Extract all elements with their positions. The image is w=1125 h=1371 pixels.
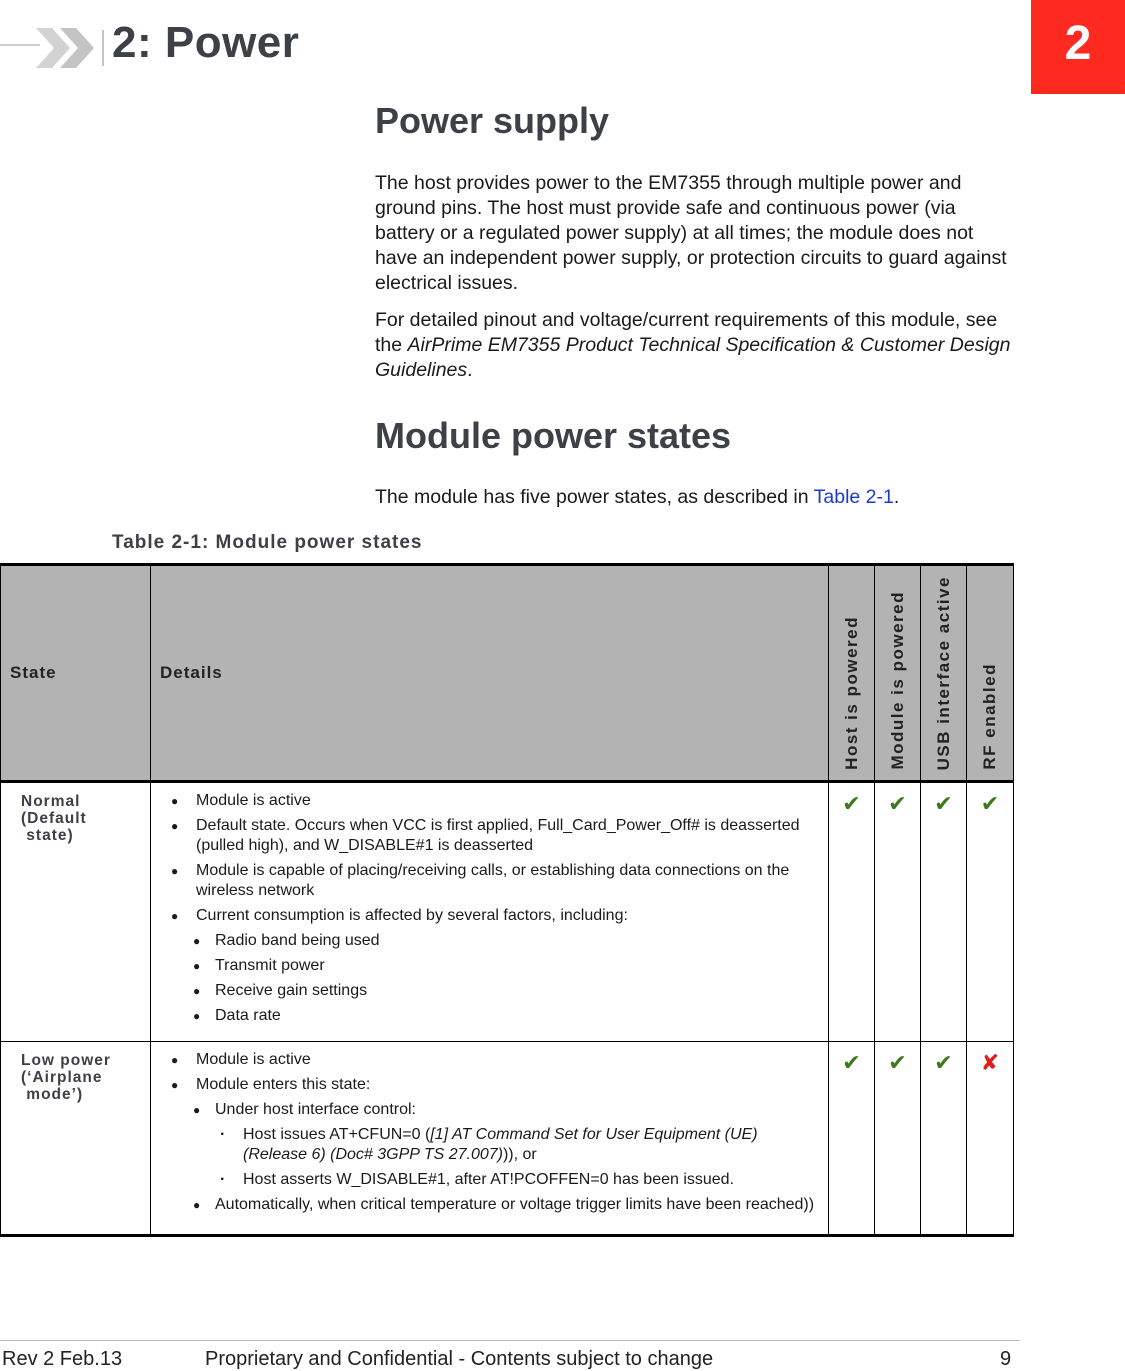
table-row (1, 1042, 1014, 1236)
list-item: ● Module is capable of placing/receiving calls, or establishing data connections on the wireless network (159, 861, 816, 901)
header-host-powered (829, 565, 875, 782)
list-item: ● Module is active (159, 791, 816, 811)
cfun-text: Host issues AT+CFUN=0 ( (243, 1126, 431, 1143)
details-normal (151, 782, 829, 1042)
details-low-power (151, 1042, 829, 1236)
list-item: ● Automatically, when critical temperature or voltage trigger limits have been reached)) (159, 1195, 816, 1215)
check-icon: ✔ (875, 782, 921, 1042)
check-icon: ✔ (921, 782, 967, 1042)
power-supply-paragraph: The host provides power to the EM7355 through multiple power and ground pins. The host must provide safe and continuous power (via battery or a regulated power supply) at all times; the module does not have an independent power supply, or protection circuits to guard against electrical issues. (375, 172, 1007, 294)
check-icon: ✔ (875, 1042, 921, 1236)
page-number: 9 (1000, 1348, 1012, 1370)
table-caption: Table 2-1: Module power states (112, 532, 423, 553)
chapter-title: 2: Power (112, 18, 300, 67)
chapter-tab (1031, 0, 1125, 94)
states-suffix: . (893, 486, 900, 508)
table-link[interactable]: Table 2-1 (813, 486, 894, 508)
reference-prefix: For detailed pinout and voltage/current requirements of this module, see the (375, 309, 998, 356)
header-details: Details (151, 565, 829, 782)
list-item: ● Data rate (159, 1006, 816, 1026)
list-item (159, 1125, 816, 1165)
list-item: ● Default state. Occurs when VCC is first applied, Full_Card_Power_Off# is deasserted (pulled high), and W_DISABLE#1 is deasserted (159, 816, 816, 856)
check-icon: ✔ (921, 1042, 967, 1236)
footer-notice: Proprietary and Confidential - Contents subject to change (205, 1348, 714, 1370)
check-icon: ✔ (829, 1042, 875, 1236)
header-rf-enabled-label: RF enabled (980, 663, 999, 770)
reference-suffix: . (467, 359, 473, 381)
standard-reference: [1] AT Command Set for User Equipment (UE) (Release 6) (Doc# 3GPP TS 27.007) (243, 1126, 758, 1163)
list-item: ● Module enters this state: (159, 1075, 816, 1095)
check-icon: ✔ (829, 782, 875, 1042)
cfun-suffix: )), or (502, 1146, 537, 1163)
header-usb-active (921, 565, 967, 782)
list-item: ● Receive gain settings (159, 981, 816, 1001)
cross-icon: ✘ (967, 1042, 1014, 1236)
footer-rule (0, 1340, 1020, 1341)
header-module-powered (875, 565, 921, 782)
document-reference: AirPrime EM7355 Product Technical Specification & Customer Design Guidelines (375, 334, 1011, 381)
section-heading-power-supply: Power supply (375, 100, 610, 141)
table-header-row (1, 565, 1014, 782)
list-item: ● Under host interface control: (159, 1100, 816, 1120)
states-prefix: The module has five power states, as described in (375, 486, 814, 508)
header-host-powered-label: Host is powered (841, 616, 861, 770)
state-low-power: Low power (‘Airplane mode’) (1, 1042, 151, 1236)
list-item: ● Transmit power (159, 956, 816, 976)
list-item: · Host asserts W_DISABLE#1, after AT!PCOFFEN=0 has been issued. (159, 1170, 816, 1190)
list-item: ● Module is active (159, 1050, 816, 1070)
state-normal: Normal (Default state) (1, 782, 151, 1042)
header-state: State (1, 565, 151, 782)
module-power-states-paragraph (375, 485, 1015, 510)
footer-revision: Rev 2 Feb.13 (2, 1348, 123, 1370)
power-states-table (0, 563, 1014, 1237)
power-supply-reference-paragraph (375, 308, 1015, 383)
section-heading-module-power-states: Module power states (375, 415, 732, 456)
header-module-powered-label: Module is powered (887, 591, 907, 770)
header-usb-active-label: USB interface active (933, 575, 953, 770)
chevron-right-icon (30, 24, 110, 72)
header-rf-enabled (967, 565, 1014, 782)
check-icon: ✔ (967, 782, 1014, 1042)
table-row (1, 782, 1014, 1042)
list-item: ● Radio band being used (159, 931, 816, 951)
chapter-tab-number: 2 (1064, 17, 1092, 70)
list-item: ● Current consumption is affected by several factors, including: (159, 906, 816, 926)
